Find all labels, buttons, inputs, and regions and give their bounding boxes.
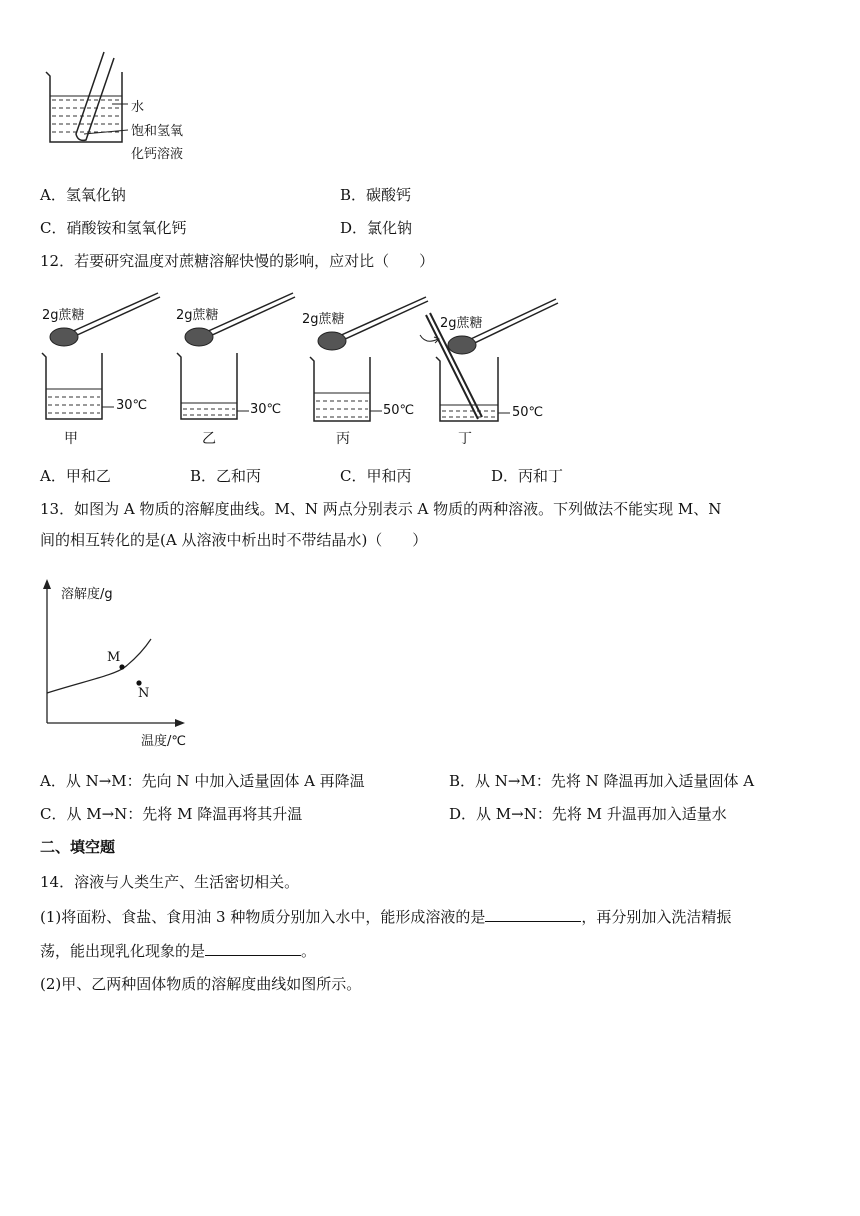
q12-option-b: B．乙和丙 [190, 467, 262, 485]
sugar-label-jia: 2g蔗糖 [42, 308, 85, 323]
sugar-label-yi: 2g蔗糖 [176, 308, 219, 323]
temp-label-ding: 50℃ [512, 405, 544, 420]
sugar-label-bing: 2g蔗糖 [302, 312, 345, 327]
label-water: 水 [131, 100, 145, 115]
q14-part2: (2)甲、乙两种固体物质的溶解度曲线如图所示。 [40, 975, 362, 993]
label-solution-line1: 饱和氢氧 [131, 124, 184, 139]
q13-option-b: B．从 N→M：先将 N 降温再加入适量固体 A [449, 772, 755, 790]
temp-label-yi: 30℃ [250, 402, 282, 417]
temp-label-bing: 50℃ [383, 403, 415, 418]
q13-stem-line2: 间的相互转化的是(A 从溶液中析出时不带结晶水)（ ） [40, 531, 428, 549]
q14-part1-text-b: ，再分别加入洗洁精振 [581, 908, 732, 926]
q14-answer-blank-1[interactable] [485, 907, 581, 922]
q14-part1-line2 [40, 940, 316, 961]
beaker-name-jia: 甲 [64, 431, 78, 447]
q14-part1-text-a: (1)将面粉、食盐、食用油 3 种物质分别加入水中，能形成溶液的是 [40, 908, 486, 926]
beaker-name-bing: 丙 [336, 431, 350, 447]
x-axis-label: 温度/℃ [141, 734, 186, 749]
sugar-label-ding: 2g蔗糖 [440, 316, 483, 331]
q14-part1-text-c: 荡，能出现乳化现象的是 [40, 942, 206, 960]
q13-option-c: C．从 M→N：先将 M 降温再将其升温 [40, 805, 303, 823]
q14-part1-line1 [40, 906, 731, 927]
q11-option-a: A．氢氧化钠 [40, 186, 126, 204]
q14-answer-blank-2[interactable] [205, 941, 301, 956]
q11-option-d: D．氯化钠 [340, 219, 413, 237]
beaker-name-ding: 丁 [458, 431, 472, 447]
q13-option-a: A．从 N→M：先向 N 中加入适量固体 A 再降温 [40, 772, 365, 790]
y-axis-label: 溶解度/g [61, 587, 113, 602]
q12-option-a: A．甲和乙 [40, 467, 111, 485]
q11-option-c: C．硝酸铵和氢氧化钙 [40, 219, 187, 237]
q14-part1-text-d: 。 [301, 942, 317, 960]
q14-stem: 14．溶液与人类生产、生活密切相关。 [40, 873, 300, 891]
beaker-ding [430, 285, 570, 445]
section-title-fill-in: 二、填空题 [40, 838, 116, 856]
q13-stem-line1: 13．如图为 A 物质的溶解度曲线。M、N 两点分别表示 A 物质的两种溶液。下列做法不能实现 M、N [40, 500, 722, 518]
label-solution-line2: 化钙溶液 [131, 147, 184, 162]
point-n-label: N [138, 686, 150, 701]
q12-stem: 12．若要研究温度对蔗糖溶解快慢的影响，应对比（ ） [40, 252, 435, 270]
point-m-label: M [107, 650, 121, 665]
q12-option-d: D．丙和丁 [491, 467, 564, 485]
q11-option-b: B．碳酸钙 [340, 186, 412, 204]
q13-option-d: D．从 M→N：先将 M 升温再加入适量水 [449, 805, 727, 823]
beaker-name-yi: 乙 [202, 431, 216, 447]
temp-label-jia: 30℃ [116, 398, 148, 413]
q12-option-c: C．甲和丙 [340, 467, 412, 485]
